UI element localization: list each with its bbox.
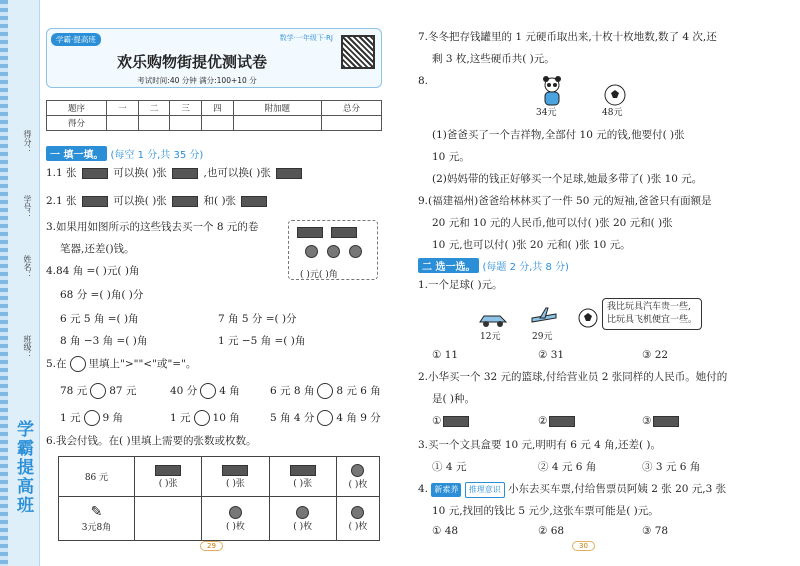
question-4-line-4b: 1 元 −5 角 =( )角 <box>218 335 306 347</box>
choice-4-number: 4. <box>418 483 429 495</box>
toy-plane-icon <box>530 306 558 328</box>
spine-stripe <box>0 0 8 566</box>
coin-icon <box>229 506 242 519</box>
choice-1-option-1[interactable]: ① 11 <box>432 349 459 361</box>
choice-4-question <box>418 482 726 498</box>
compare-circle-icon <box>70 356 86 372</box>
payment-row-2 <box>59 497 380 541</box>
page-number-right: 30 <box>572 541 595 551</box>
choice-2-option-2[interactable] <box>538 414 577 428</box>
banknote-icon <box>443 416 469 427</box>
panda-mascot-icon <box>540 76 564 106</box>
choice-2-option-1[interactable] <box>432 414 471 428</box>
question-6: 6.我会付钱。在( )里填上需要的张数或枚数。 <box>46 435 257 447</box>
series-tag: 学霸·提高班 <box>51 33 101 46</box>
coin-icon <box>351 464 364 477</box>
pay-cell <box>269 497 336 541</box>
choice-1-option-2[interactable]: ② 31 <box>538 349 565 361</box>
exam-header <box>46 28 382 88</box>
q1-text: )张 <box>256 167 271 179</box>
coin-icon <box>351 506 364 519</box>
banknote-icon <box>549 416 575 427</box>
option-label: ③ <box>642 415 652 427</box>
q5-left: 40 分 <box>170 385 198 397</box>
q5-left: 5 角 4 分 <box>270 412 315 424</box>
question-4-line-1: 4.84 角 =( )元( )角 <box>46 265 140 277</box>
ball-price: 48元 <box>602 108 623 118</box>
answer-blank[interactable]: ( )张 <box>158 478 178 489</box>
section-1-title: 一 填一填。 <box>46 146 107 161</box>
q5-right: 8 元 6 角 <box>336 385 381 397</box>
bubble-line-2: 比玩具飞机便宜一些。 <box>607 315 698 325</box>
q2-text: 可以换( <box>113 195 149 207</box>
question-7-line-2: 剩 3 枚,这些硬币共( )元。 <box>432 53 555 65</box>
answer-blank[interactable]: ( )张 <box>225 478 245 489</box>
pay-cell <box>135 497 202 541</box>
section-1-note: (每空 1 分,共 35 分) <box>110 150 204 161</box>
question-9-line-2: 20 元和 10 元的人民币,他可以付( )张 20 元和( )张 <box>432 217 673 229</box>
question-8-sub-2: (2)妈妈带的钱正好够买一个足球,她最多带了( )张 10 元。 <box>432 173 703 185</box>
compare-circle[interactable] <box>200 383 216 399</box>
banknote-icon <box>653 416 679 427</box>
question-1 <box>46 166 304 180</box>
banknote-icon <box>82 196 108 207</box>
q2-text: )张 <box>152 195 167 207</box>
q1-text: 可以换( <box>113 167 149 179</box>
question-2 <box>46 194 269 208</box>
money-answer: ( )元( )角 <box>300 270 338 280</box>
pay-cell <box>202 457 269 497</box>
banknote-icon <box>290 465 316 476</box>
score-input-cell[interactable] <box>233 116 321 131</box>
pen-icon: ✎ <box>90 504 103 520</box>
spine-score-field: 得分： <box>23 130 32 154</box>
toy-car-icon <box>478 312 508 328</box>
answer-blank[interactable]: ( )枚 <box>225 521 245 532</box>
reasoning-badge: 推理意识 <box>465 482 505 498</box>
choice-2-question: 2.小华买一个 32 元的篮球,付给营业员 2 张同样的人民币。她付的 <box>418 371 728 383</box>
score-cell: 题序 <box>47 101 107 116</box>
choice-4-option-1[interactable]: ① 48 <box>432 525 459 537</box>
banknote-icon <box>276 168 302 179</box>
score-input-cell[interactable] <box>106 116 138 131</box>
q2-text: 2.1 张 <box>46 195 77 207</box>
section-2-note: (每题 2 分,共 8 分) <box>482 262 569 273</box>
question-3-line-2 <box>60 242 135 256</box>
q5-row-2-item-1 <box>60 410 123 426</box>
choice-3-question: 3.买一个文具盒要 10 元,明明有 6 元 4 角,还差( )。 <box>418 439 661 451</box>
question-9-line-1: 9.(福建福州)爸爸给林林买了一件 50 元的短袖,爸爸只有面额是 <box>418 195 712 207</box>
banknote-icon <box>155 465 181 476</box>
q5-right: 9 角 <box>102 412 124 424</box>
price-label: 3元8角 <box>81 523 112 533</box>
exam-title: 欢乐购物街提优测试卷 <box>116 53 267 71</box>
car-price: 12元 <box>480 332 501 342</box>
bubble-line-1: 我比玩具汽车贵一些, <box>607 302 691 312</box>
pay-cell <box>336 497 379 541</box>
price-cell: 86 元 <box>59 457 135 497</box>
answer-blank[interactable]: ( )枚 <box>348 521 368 532</box>
score-table-header-row <box>47 101 382 116</box>
question-8-number: 8. <box>418 75 429 87</box>
score-input-cell[interactable] <box>202 116 234 131</box>
choice-2-question-2: 是( )种。 <box>432 393 476 405</box>
pay-cell <box>336 457 379 497</box>
question-7-line-1: 7.冬冬把存钱罐里的 1 元硬币取出来,十枚十枚地数,数了 4 次,还 <box>418 31 717 43</box>
q5-row-1-item-3 <box>270 383 381 399</box>
choice-3-option-1[interactable]: ① 4 元 <box>432 461 467 473</box>
section-2-title: 二 选一选。 <box>418 258 479 273</box>
q5-left: 78 元 <box>60 385 88 397</box>
choice-4-option-2[interactable]: ② 68 <box>538 525 565 537</box>
score-input-cell[interactable] <box>321 116 381 131</box>
pay-cell <box>269 457 336 497</box>
payment-row-1 <box>59 457 380 497</box>
coin-icon <box>305 245 318 258</box>
coin-icon <box>349 245 362 258</box>
compare-circle[interactable] <box>84 410 100 426</box>
question-9-line-3: 10 元,也可以付( )张 20 元和( )张 10 元。 <box>432 239 631 251</box>
q5-right: 87 元 <box>109 385 137 397</box>
banknote-icon <box>172 196 198 207</box>
q1-text: 1.1 张 <box>46 167 77 179</box>
score-cell: 总分 <box>321 101 381 116</box>
choice-2-option-3[interactable] <box>642 414 681 428</box>
q5-text: 5.在 <box>46 358 67 370</box>
choice-4-option-3[interactable]: ③ 78 <box>642 525 669 537</box>
choice-4-question-2: 10 元,找回的钱比 5 元少,这张车票可能是( )元。 <box>432 505 659 517</box>
score-input-cell[interactable] <box>170 116 202 131</box>
question-8-sub-1: (1)爸爸买了一个吉祥物,全部付 10 元的钱,他要付( )张 <box>432 129 685 141</box>
q5-row-2-item-3 <box>270 410 381 426</box>
q2-text: )张 <box>221 195 237 207</box>
answer-blank[interactable]: ( )枚 <box>293 521 313 532</box>
coin-icon <box>296 506 309 519</box>
choice-3-option-3[interactable]: ③ 3 元 6 角 <box>642 461 701 473</box>
q5-text: 里填上">""<"或"="。 <box>88 358 197 370</box>
new-literacy-badge: 新素养 <box>431 483 461 497</box>
subject-label: 数学·一年级下·RJ <box>279 34 333 42</box>
score-cell: 一 <box>106 101 138 116</box>
question-4-line-2: 68 分 =( )角( )分 <box>60 289 144 301</box>
exam-meta: 考试时间:40 分钟 满分:100+10 分 <box>137 76 257 85</box>
choice-4-text: 小东去买车票,付给售票员阿姨 2 张 20 元,3 张 <box>508 483 727 495</box>
payment-table <box>58 456 380 541</box>
question-4-line-3a: 6 元 5 角 =( )角 <box>60 313 139 325</box>
section-1-heading <box>46 146 203 161</box>
q2-text: 和( <box>203 195 219 207</box>
left-page <box>42 0 392 566</box>
q3-text: 笔器,还差( <box>60 243 110 255</box>
soccer-ball-icon <box>604 84 626 106</box>
question-8-sub-1b: 10 元。 <box>432 151 470 163</box>
score-table-score-row <box>47 116 382 131</box>
banknote-icon <box>172 168 198 179</box>
compare-circle[interactable] <box>317 410 333 426</box>
score-table <box>46 100 382 131</box>
question-3-line-1: 3.如果用如图所示的这些钱去买一个 8 元的卷 <box>46 221 259 233</box>
coin-icon <box>327 245 340 258</box>
score-cell: 三 <box>170 101 202 116</box>
qr-code-icon <box>341 35 375 69</box>
plane-price: 29元 <box>532 332 553 342</box>
q3-text: )钱。 <box>109 243 135 255</box>
option-label: ① <box>432 415 442 427</box>
compare-circle[interactable] <box>317 383 333 399</box>
right-page <box>412 0 790 566</box>
q5-right: 4 角 9 分 <box>336 412 381 424</box>
score-cell: 二 <box>138 101 170 116</box>
section-2-heading <box>418 258 569 273</box>
q5-right: 4 角 <box>219 385 240 397</box>
speech-bubble <box>602 298 702 330</box>
q5-right: 10 角 <box>212 412 240 424</box>
choice-1-option-3[interactable]: ③ 22 <box>642 349 669 361</box>
option-label: ② <box>538 415 548 427</box>
price-cell <box>59 497 135 541</box>
page-number-left: 29 <box>200 541 223 551</box>
q5-row-2-item-2 <box>170 410 240 426</box>
q5-row-1-item-2 <box>170 383 240 399</box>
compare-circle[interactable] <box>194 410 210 426</box>
spine-class-field: 班级： <box>23 335 32 359</box>
q1-text: )张 <box>152 167 167 179</box>
q5-row-1-item-1 <box>60 383 136 399</box>
q1-text: ,也可以换( <box>203 167 253 179</box>
soccer-ball-icon <box>578 308 598 328</box>
answer-blank[interactable]: ( )枚 <box>348 479 368 490</box>
pay-cell <box>202 497 269 541</box>
spine-brand: 学霸提高班 <box>13 420 33 515</box>
question-4-line-3b: 7 角 5 分 =( )分 <box>218 313 297 325</box>
answer-blank[interactable]: ( )张 <box>293 478 313 489</box>
q5-left: 1 元 <box>60 412 81 424</box>
question-5 <box>46 356 196 372</box>
banknote-icon <box>222 465 248 476</box>
choice-1-question: 1.一个足球( )元。 <box>418 279 503 291</box>
question-4-line-4a: 8 角 −3 角 =( )角 <box>60 335 148 347</box>
banknote-icon <box>82 168 108 179</box>
score-cell: 得分 <box>47 116 107 131</box>
score-cell: 附加题 <box>233 101 321 116</box>
choice-3-option-2[interactable]: ② 4 元 6 角 <box>538 461 597 473</box>
score-input-cell[interactable] <box>138 116 170 131</box>
banknote-icon <box>297 227 323 238</box>
spine-name-field: 姓名： <box>23 255 32 279</box>
q5-left: 6 元 8 角 <box>270 385 315 397</box>
pay-cell <box>135 457 202 497</box>
banknote-icon <box>241 196 267 207</box>
binding-spine <box>0 0 40 566</box>
banknote-icon <box>331 227 357 238</box>
spine-id-field: 学号： <box>23 195 32 219</box>
q5-left: 1 元 <box>170 412 191 424</box>
score-cell: 四 <box>202 101 234 116</box>
mascot-price: 34元 <box>536 108 557 118</box>
compare-circle[interactable] <box>90 383 106 399</box>
